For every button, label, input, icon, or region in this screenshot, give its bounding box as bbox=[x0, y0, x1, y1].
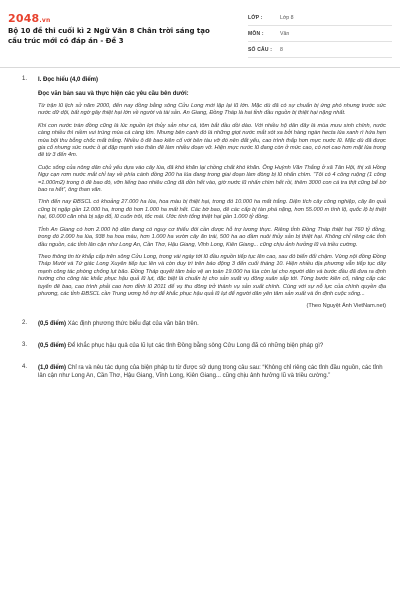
question-number: 2. bbox=[22, 320, 28, 327]
passage-source: (Theo Nguyệt Ánh VietNam.net) bbox=[306, 303, 386, 310]
logo-suffix: .vn bbox=[39, 17, 51, 24]
question-body bbox=[38, 320, 386, 328]
question-points: (0,5 điểm) bbox=[38, 321, 67, 328]
question-text: Chỉ ra và nêu tác dụng của biện pháp tu từ được sử dụng trong câu sau: “Không chỉ riêng các tỉnh đầu nguồn, các tỉnh lân cận như Long An, Cần Thơ, Hậu Giang, Vĩnh Long, Kiên Giang... cũng chịu ảnh hưởng lũ và triều cường.” bbox=[38, 365, 383, 380]
question-points: (1,0 điểm) bbox=[38, 365, 67, 372]
meta-row-question-count bbox=[248, 42, 392, 58]
passage-paragraph: Tính đến nay ĐBSCL có khoảng 27.000 ha lúa, hoa màu bị thiệt hại, trong đó 10.000 ha mất trắng. Diện tích cây công nghiệp, cây ăn quả cũng bị ngập gần 12.000 ha, trong đó hơn 1.000 ha mất hết. Các bờ bao, đê các cấp bị tàn phá nặng, hơn 55.000 m tính lộ, quốc lộ bị thiệt hại, 60.000 căn nhà bị sập đổ, lũ cuốn trôi, tốc mái. Ước tính tổng thiệt hại gần 1.000 tỷ đồng. bbox=[38, 199, 386, 221]
question-4 bbox=[0, 364, 400, 380]
section-heading: I. Đọc hiểu (4,0 điểm) bbox=[38, 77, 99, 83]
question-body bbox=[38, 342, 386, 350]
meta-value: Lớp 8 bbox=[280, 14, 294, 21]
question-2 bbox=[0, 320, 400, 328]
meta-key: MÔN : bbox=[248, 30, 264, 37]
question-number: 3. bbox=[22, 342, 28, 349]
meta-key: SỐ CÂU : bbox=[248, 46, 273, 53]
question-number: 1. bbox=[22, 76, 28, 82]
question-number: 4. bbox=[22, 364, 28, 371]
question-3 bbox=[0, 342, 400, 350]
meta-key: LỚP : bbox=[248, 14, 263, 21]
question-1 bbox=[0, 76, 400, 310]
exam-meta-table bbox=[248, 10, 392, 58]
exam-content bbox=[0, 76, 400, 380]
passage-paragraph: Từ trận lũ lịch sử năm 2000, đến nay đồng bằng sông Cửu Long mới lập lại lũ lớn. Mặc dù đã có sự chuẩn bị ứng phó nhưng trước sức nước dữ dội, bất ngờ gây thiệt hại lớn về người và tài sản. An Giang, Đồng Tháp là hai tỉnh đầu nguồn bị thiệt hại nặng nhất. bbox=[38, 103, 386, 117]
question-body bbox=[38, 364, 386, 380]
question-text: Để khắc phục hậu quả của lũ lụt các tỉnh Đồng bằng sông Cửu Long đã có những biện pháp gì? bbox=[66, 343, 324, 350]
logo-main: 2048 bbox=[8, 12, 40, 25]
exam-title: Bộ 10 đề thi cuối kì 2 Ngữ Văn 8 Chân trời sáng tạo cấu trúc mới có đáp án - Đề 3 bbox=[8, 27, 210, 45]
meta-row-class bbox=[248, 10, 392, 26]
passage-paragraph: Khi con nước tràn đồng cũng là lúc nguồn lợi thủy sản như cá, tôm bắt đầu dồi dào. Với nhiều hộ dân đây là mùa mưu sinh chính, nước càng nhiều thì niềm vui trúng mùa cá càng lớn. Nhưng bên cạnh đó là những giọt nước mắt xót xa bởi hàng ngàn hecta lúa xanh rì hứa hẹn mùa bội thu bỗng chốc mất trắng. Nhiều ô đê bao kiên cố với bên tàu vỡ đó nên đất yếu, cao trình thấp hơn mực nước lũ. Mặc dù đã được gia cố nhưng sức nước ồ ạt đập mạnh vào thân đê làm nhiều đoạn vỡ. Hiện mực nước lũ đang còn ở mức cao, có nơi cao hơn mặt lúa trong đê từ 3 đến 4m. bbox=[38, 122, 386, 159]
meta-row-subject bbox=[248, 26, 392, 42]
meta-value: 8 bbox=[280, 46, 283, 53]
passage-paragraph: Tỉnh An Giang có hơn 2.000 hộ dân đang có nguy cơ thiếu đói cần được hỗ trợ lương thực. Riêng tỉnh Đồng Tháp thiệt hại 760 tỷ đồng, trong đó 2.000 ha lúa, 938 ha hoa màu, hơn 1.000 ha vườn cây ăn trái, 500 ha ao đầm nuôi thủy sản bị thiệt hại. Không chỉ riêng các tỉnh đầu nguồn, các tỉnh lân cận như Long An, Cần Thơ, Hậu Giang, Vĩnh Long, Kiên Giang... cũng chịu ảnh hưởng lũ và triều cường. bbox=[38, 226, 386, 248]
question-points: (0,5 điểm) bbox=[38, 343, 67, 350]
reading-instruction: Đọc văn bản sau và thực hiện các yêu cầu bên dưới: bbox=[38, 91, 189, 97]
site-logo[interactable] bbox=[8, 12, 50, 25]
passage-paragraph: Cuộc sống của nông dân chủ yếu dựa vào cây lúa, đã khó khăn lại chồng chất khó khăn. Ông Huỳnh Văn Thắng ở xã Tân Hội, thị xã Hồng Ngự cạn rơm nước mắt chỉ tay về phía cánh đồng 200 ha lúa đang trong giai đoạn làm đòng bị lũ nhấn chìm. “Tôi có 4 công ruộng (1 công =1.000m2) trong ô đê bao đó, vỡn liếng bao nhiêu cũng đã dồn hết vào, giờ nước lũ nhấn chìm hết rồi, thêm 3000 con cá tra thịt cũng bể bờ bao ra hết”, ông than vãn. bbox=[38, 164, 386, 194]
question-text: Xác định phương thức biểu đạt của văn bản trên. bbox=[66, 321, 199, 328]
meta-value: Văn bbox=[280, 30, 290, 37]
page-header bbox=[0, 0, 400, 68]
passage-paragraph: Theo thông tin từ khắp cấp trên sông Cửu Long, trong vài ngày tới lũ đầu nguồn tiếp tục lên cao, sau đó biển đổi chậm. Vùng nội đồng Đồng Tháp Mười và Tứ giác Long Xuyên tiếp tục lên và còn duy trì trên báo động 3 đến cuối tháng 10. Hiện nhiều địa phương vẫn tiếp tục dây mạnh công tác phòng chống lụt bão. Đồng Tháp quyết tâm bảo vệ an toàn 19.000 ha lúa còn lại cho người dân và bước đầu đã đưa ra định hướng cho công tác khắc phục hậu quả lũ lụt, đặc biệt là chuẩn bị cho sản xuất vụ đông xuân sắp tới. Từng bước kiên cố, nâng cấp các tuyến đê bao, cao trình phải cao hơn đỉnh lũ 2011 để vụ thu đông trở thành vụ sản xuất chính. Cùng với sự nỗ lực của chính quyền địa phương, các tỉnh ĐBSCL cần Trung ương hỗ trợ để khắc phục hậu quả lũ lụt để người dân yên tâm sản xuất và ổn định cuộc sống... bbox=[38, 253, 386, 297]
question-body bbox=[38, 76, 386, 310]
